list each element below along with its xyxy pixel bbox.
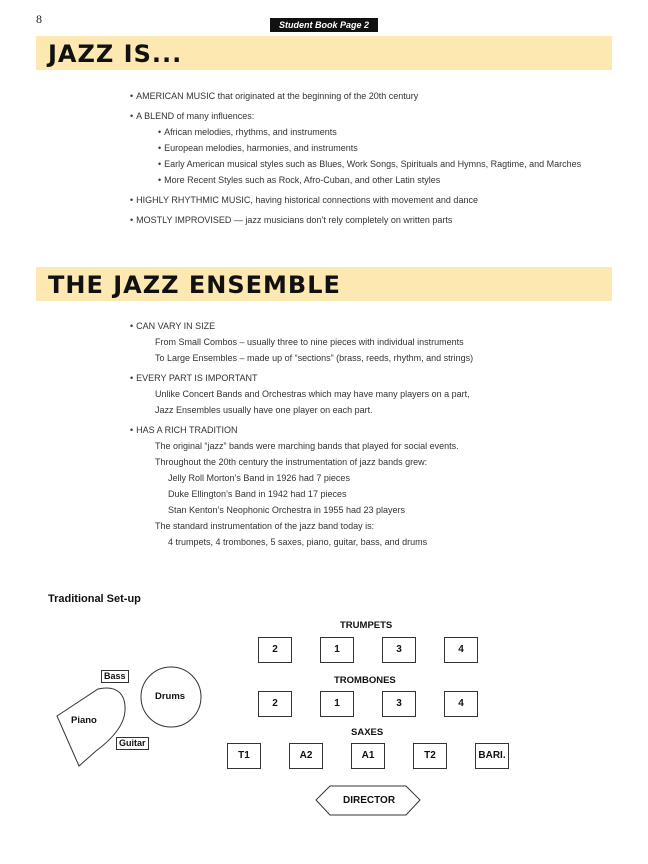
detail-line: Throughout the 20th century the instrumentation of jazz bands grew: bbox=[155, 457, 428, 467]
page-number: 8 bbox=[36, 12, 42, 26]
saxes-label: SAXES bbox=[351, 727, 384, 738]
bullet-text: European melodies, harmonies, and instruments bbox=[164, 143, 358, 153]
bullet-text: CAN VARY IN SIZE bbox=[136, 321, 216, 331]
drums-label: Drums bbox=[155, 691, 186, 702]
trombone-seat: 4 bbox=[444, 691, 478, 717]
trombones-label: TROMBONES bbox=[334, 675, 396, 686]
detail-line: From Small Combos – usually three to nine pieces with individual instruments bbox=[155, 337, 464, 347]
detail-line: The original “jazz” bands were marching bands that played for social events. bbox=[155, 441, 459, 451]
bullet-text: HAS A RICH TRADITION bbox=[136, 425, 238, 435]
trumpets-label: TRUMPETS bbox=[340, 620, 393, 631]
detail-line: Jelly Roll Morton’s Band in 1926 had 7 pieces bbox=[168, 473, 350, 483]
detail-line: Jazz Ensembles usually have one player on each part. bbox=[155, 405, 373, 415]
trombone-seat: 1 bbox=[320, 691, 354, 717]
section-title-jazz-is: JAZZ IS... bbox=[48, 40, 183, 68]
bass-box: Bass bbox=[101, 670, 129, 683]
setup-title: Traditional Set-up bbox=[48, 593, 141, 605]
detail-line: To Large Ensembles – made up of “sections” (brass, reeds, rhythm, and strings) bbox=[155, 353, 474, 363]
detail-line: Unlike Concert Bands and Orchestras which may have many players on a part, bbox=[155, 389, 470, 399]
section-title-jazz-ensemble: THE JAZZ ENSEMBLE bbox=[48, 271, 341, 299]
trumpet-seat: 4 bbox=[444, 637, 478, 663]
bullet-text: HIGHLY RHYTHMIC MUSIC, having historical connections with movement and dance bbox=[136, 195, 478, 205]
sax-seat: BARI. bbox=[475, 743, 509, 769]
piano-label: Piano bbox=[71, 715, 97, 726]
bullet-text: A BLEND of many influences: bbox=[136, 111, 255, 121]
detail-line: 4 trumpets, 4 trombones, 5 saxes, piano, guitar, bass, and drums bbox=[168, 537, 428, 547]
trumpet-seat: 2 bbox=[258, 637, 292, 663]
detail-line: Stan Kenton’s Neophonic Orchestra in 1955 had 23 players bbox=[168, 505, 405, 515]
bullet-text: Early American musical styles such as Blues, Work Songs, Spirituals and Hymns, Ragtime, and Marches bbox=[164, 159, 582, 169]
sax-seat: A1 bbox=[351, 743, 385, 769]
bullet-text: African melodies, rhythms, and instruments bbox=[164, 127, 337, 137]
bullet-text: AMERICAN MUSIC that originated at the beginning of the 20th century bbox=[136, 91, 419, 101]
bullet-text: EVERY PART IS IMPORTANT bbox=[136, 373, 258, 383]
student-book-tag: Student Book Page 2 bbox=[270, 18, 378, 32]
detail-line: Duke Ellington’s Band in 1942 had 17 pieces bbox=[168, 489, 347, 499]
bullet-text: MOSTLY IMPROVISED — jazz musicians don’t rely completely on written parts bbox=[136, 215, 453, 225]
trombone-seat: 3 bbox=[382, 691, 416, 717]
guitar-box: Guitar bbox=[116, 737, 149, 750]
trombone-seat: 2 bbox=[258, 691, 292, 717]
trumpet-seat: 3 bbox=[382, 637, 416, 663]
sax-seat: T2 bbox=[413, 743, 447, 769]
trumpet-seat: 1 bbox=[320, 637, 354, 663]
piano-shape bbox=[57, 688, 125, 766]
detail-line: The standard instrumentation of the jazz band today is: bbox=[155, 521, 375, 531]
bullet-text: More Recent Styles such as Rock, Afro-Cuban, and other Latin styles bbox=[164, 175, 441, 185]
sax-seat: T1 bbox=[227, 743, 261, 769]
director-label: DIRECTOR bbox=[343, 795, 396, 806]
sax-seat: A2 bbox=[289, 743, 323, 769]
